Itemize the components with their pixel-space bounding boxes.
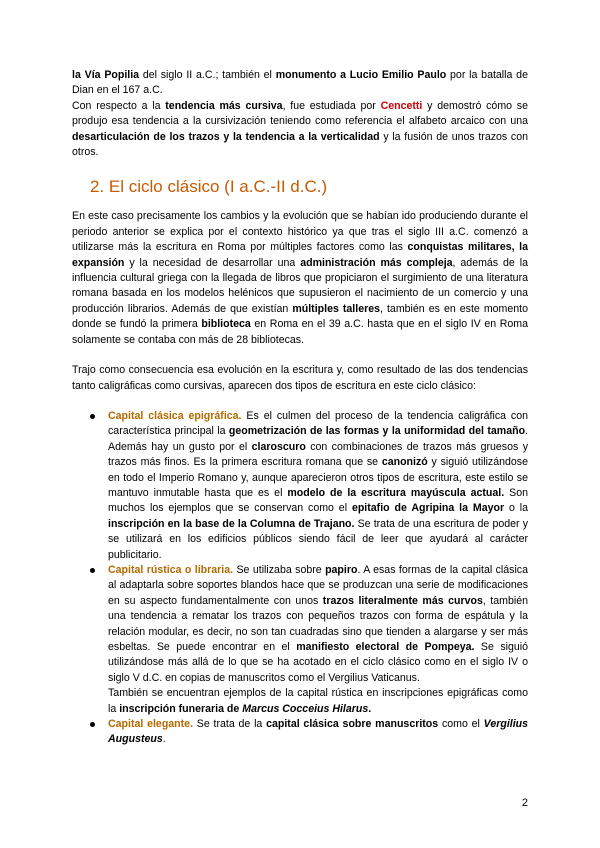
bold-text: desarticulación de los trazos y la tendencia a la verticalidad: [72, 130, 380, 143]
page-number: 2: [521, 797, 528, 809]
term: Capital clásica epigráfica.: [108, 409, 242, 422]
text: Es el culmen del proceso de la tendencia caligráfica con característica principal la: [108, 409, 529, 438]
bullet-icon: [90, 414, 95, 419]
bold-text: claroscuro: [251, 440, 306, 453]
text: y la fusión de unos trazos con otros.: [72, 130, 528, 159]
text: Se trata de una escritura de poder y se utilizará en los edificios públicos siendo fácil de leer que ayudará al carácter publicitario.: [108, 517, 528, 561]
page-content: [72, 68, 528, 748]
bullet-list: [72, 409, 528, 748]
text: Se siguió utilizándose más allá de lo que se ha acotado en el ciclo clásico como en el siglo IV o siglo V d.C. en copias de manuscritos como el Vergilius Vaticanus.: [108, 641, 529, 684]
section-heading: 2. El ciclo clásico (I a.C.-II d.C.): [90, 177, 328, 197]
text: con combinaciones de trazos más gruesos y trazos más finos. Es la primera escritura romana que se: [108, 440, 528, 469]
bold-text: la Vía Popilia: [72, 69, 140, 81]
bold-text: epitafio de Agripina la Mayor: [351, 502, 505, 515]
intro-paragraph-2: [72, 99, 528, 161]
term: Capital elegante.: [108, 718, 194, 731]
list-item: [72, 717, 528, 748]
text: y demostró cómo se produjo esa tendencia a la cursivización teniendo como referencia el alfabeto arcaico con una: [72, 99, 528, 128]
bold-italic-text: Vergilius Augusteus: [108, 718, 529, 746]
text: Son muchos los ejemplos que se conservan como el: [108, 486, 528, 515]
text: o la: [504, 502, 528, 515]
text: También se encuentran ejemplos de la capital rústica en inscripciones epigráficas como la: [108, 687, 528, 715]
text: . Además hay un gusto por el: [108, 425, 528, 453]
section-paragraph-2: Trajo como consecuencia esa evolución en la escritura y, como resultado de las dos tendencias tanto caligráficas como cursivas, aparecen dos tipos de escritura en este ciclo clásico:: [72, 364, 528, 392]
bold-text: modelo de la escritura mayúscula actual.: [287, 486, 505, 499]
bold-text: geometrización de las formas y la uniformidad del tamaño: [228, 425, 526, 438]
text: , además de la influencia cultural griega con la llegada de libros que propiciaron el surgimiento de una literatura romana basada en los modelos helénicos que supusieron el nacimiento de un comercio y una producción librarios. Además de que existían: [72, 256, 528, 315]
bold-text: inscripción en la base de la Columna de Trajano.: [108, 517, 355, 530]
list-item-text: [108, 563, 528, 686]
bullet-icon: [90, 722, 95, 727]
bold-text: tendencia más cursiva: [165, 99, 283, 112]
text: , también una tendencia a rematar los trazos con pequeños trazos con forma de espátula y la relación modular, es decir, no son tan cuadradas sino que tienden a alargarse y ser más esbeltas. Se puede encontrar en el: [108, 594, 528, 653]
bold-text: trazos literalmente más curvos: [322, 594, 483, 607]
list-item-text: [108, 409, 528, 563]
text: , también es en este momento donde se fundó la primera: [72, 302, 528, 331]
list-item: [72, 409, 528, 563]
spacer: [72, 348, 528, 363]
text: En este caso precisamente los cambios y la evolución que se habían ido produciendo durante el periodo anterior se explica por el contexto histórico ya que tras el siglo III a.C. comenzó a utilizarse más la escritura en Roma por múltiples factores como las: [72, 210, 528, 254]
text: .: [162, 733, 166, 746]
bold-text: papiro: [325, 563, 358, 576]
bold-text: canonizó: [381, 456, 428, 469]
text: Con respecto a la: [72, 99, 166, 112]
text: como el: [438, 718, 484, 731]
list-item: [72, 563, 528, 717]
spacer: [72, 394, 528, 409]
section-paragraph-1: [72, 209, 528, 348]
bullet-icon: [90, 568, 95, 573]
intro-paragraph-1: [72, 68, 528, 99]
bold-text: monumento a Lucio Emilio Paulo: [275, 69, 447, 81]
text: . A esas formas de la capital clásica al adaptarla sobre soportes blandos hace que se produzcan una serie de modificaciones en su aspecto fundamentalmente con unos: [108, 563, 528, 607]
list-item-text-continued: [108, 686, 528, 717]
author-name: Cencetti: [380, 99, 423, 112]
bold-text: múltiples talleres: [292, 302, 380, 315]
text: y la necesidad de desarrollar una: [124, 256, 301, 269]
bold-text: conquistas militares, la expansión: [72, 241, 528, 269]
list-item-text: [108, 717, 528, 748]
bold-text: inscripción funeraria de: [119, 702, 243, 715]
text: en Roma en el 39 a.C. hasta que en el siglo IV en Roma solamente se contaba con más de 28 bibliotecas.: [72, 318, 529, 346]
text: Se utilizaba sobre: [233, 563, 326, 576]
term: Capital rústica o libraria.: [108, 563, 234, 576]
bold-text: biblioteca: [201, 318, 251, 331]
bold-italic-text: Marcus Cocceius Hilarus: [242, 702, 369, 715]
bold-text: manifiesto electoral de Pompeya.: [296, 641, 475, 653]
text: por la batalla de Dian en el 167 a.C.: [72, 69, 528, 97]
bold-text: .: [368, 702, 372, 715]
bold-text: administración más compleja: [300, 256, 453, 269]
text: del siglo II a.C.; también el: [139, 69, 276, 81]
text: y siguió utilizándose en todo el Imperio Romano y, aunque aparecieron otros tipos de escritura, este estilo se mantuvo inmutable hasta que es el: [108, 456, 528, 499]
text: Se trata de la: [193, 718, 267, 731]
bold-text: capital clásica sobre manuscritos: [266, 718, 439, 731]
text: , fue estudiada por: [282, 99, 381, 112]
